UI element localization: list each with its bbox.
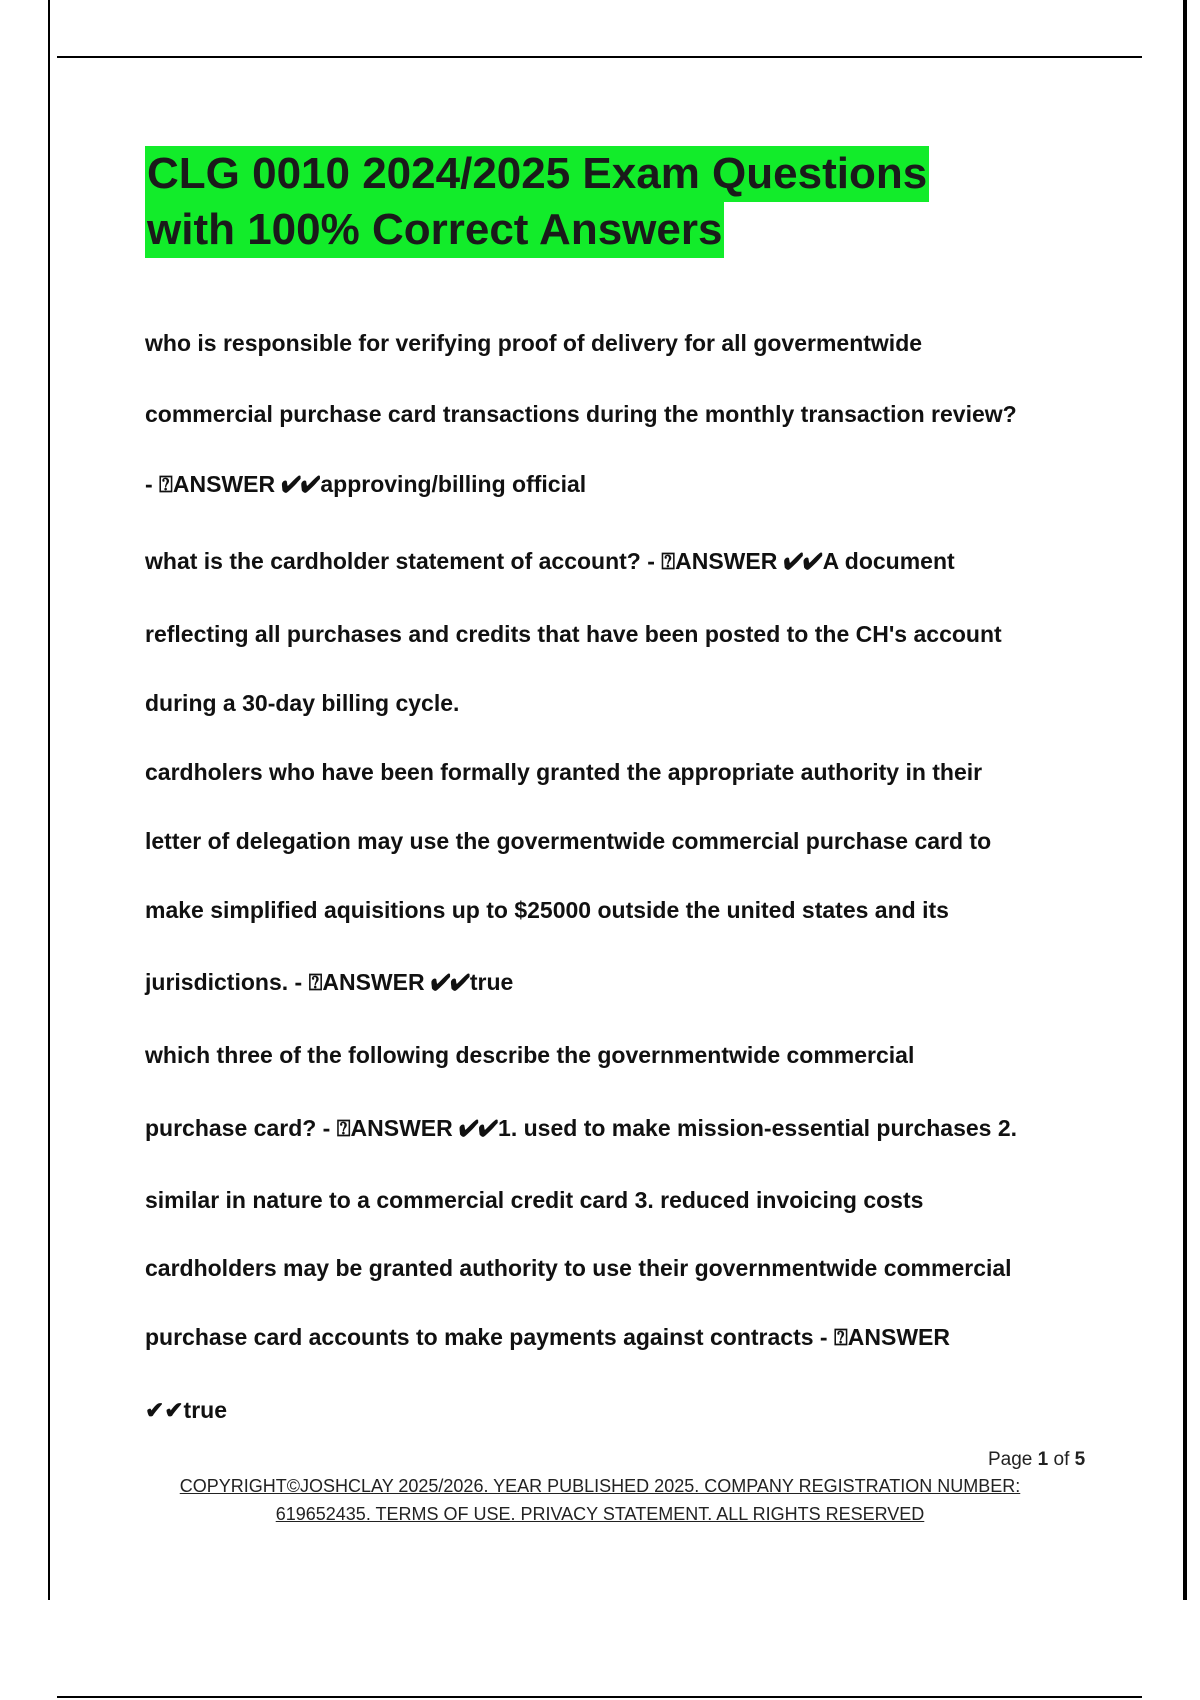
question-text-line: cardholders may be granted authority to use their governmentwide commercial (145, 1255, 1012, 1281)
copyright-line: COPYRIGHT©JOSHCLAY 2025/2026. YEAR PUBLISHED 2025. COMPANY REGISTRATION NUMBER: (179, 1476, 1021, 1496)
page-current: 1 (1037, 1449, 1049, 1470)
question-text-line: who is responsible for verifying proof of delivery for all govermentwide (145, 330, 923, 356)
question-text-line: make simplified aquisitions up to $25000 outside the united states and its (145, 897, 949, 923)
question-text-line: what is the cardholder statement of account? - ⍰ANSWER ✔✔A document (145, 548, 955, 574)
question-text-line: purchase card accounts to make payments against contracts - ⍰ANSWER (145, 1324, 950, 1350)
answer-text-line: - ⍰ANSWER ✔✔approving/billing official (145, 471, 587, 497)
title-line: with 100% Correct Answers (145, 202, 724, 258)
question-text-line: which three of the following describe the governmentwide commercial (145, 1042, 915, 1068)
page-total: 5 (1074, 1449, 1086, 1470)
page-right-border (1183, 0, 1187, 1600)
answer-text-line: ✔✔true (145, 1397, 227, 1423)
answer-text-line: during a 30-day billing cycle. (145, 690, 460, 716)
bottom-rule (57, 1696, 1142, 1698)
top-rule (57, 56, 1142, 58)
answer-text-line: jurisdictions. - ⍰ANSWER ✔✔true (145, 969, 514, 995)
question-text-line: cardholers who have been formally granted the appropriate authority in their (145, 759, 983, 785)
title-line: CLG 0010 2024/2025 Exam Questions (145, 146, 929, 202)
page-number (988, 1448, 1085, 1472)
answer-text-line: purchase card? - ⍰ANSWER ✔✔1. used to make mission-essential purchases 2. (145, 1115, 1018, 1141)
answer-text-line: similar in nature to a commercial credit card 3. reduced invoicing costs (145, 1187, 924, 1213)
page-label: Page (988, 1449, 1033, 1470)
question-text-line: letter of delegation may use the govermentwide commercial purchase card to (145, 828, 992, 854)
page-of: of (1053, 1449, 1070, 1470)
page-left-border (48, 0, 50, 1600)
copyright-line: 619652435. TERMS OF USE. PRIVACY STATEMENT. ALL RIGHTS RESERVED (275, 1504, 925, 1524)
question-text-line: commercial purchase card transactions during the monthly transaction review? (145, 401, 1017, 427)
document-title (145, 146, 929, 258)
copyright-notice (160, 1472, 1040, 1528)
answer-text-line: reflecting all purchases and credits that have been posted to the CH's account (145, 621, 1002, 647)
